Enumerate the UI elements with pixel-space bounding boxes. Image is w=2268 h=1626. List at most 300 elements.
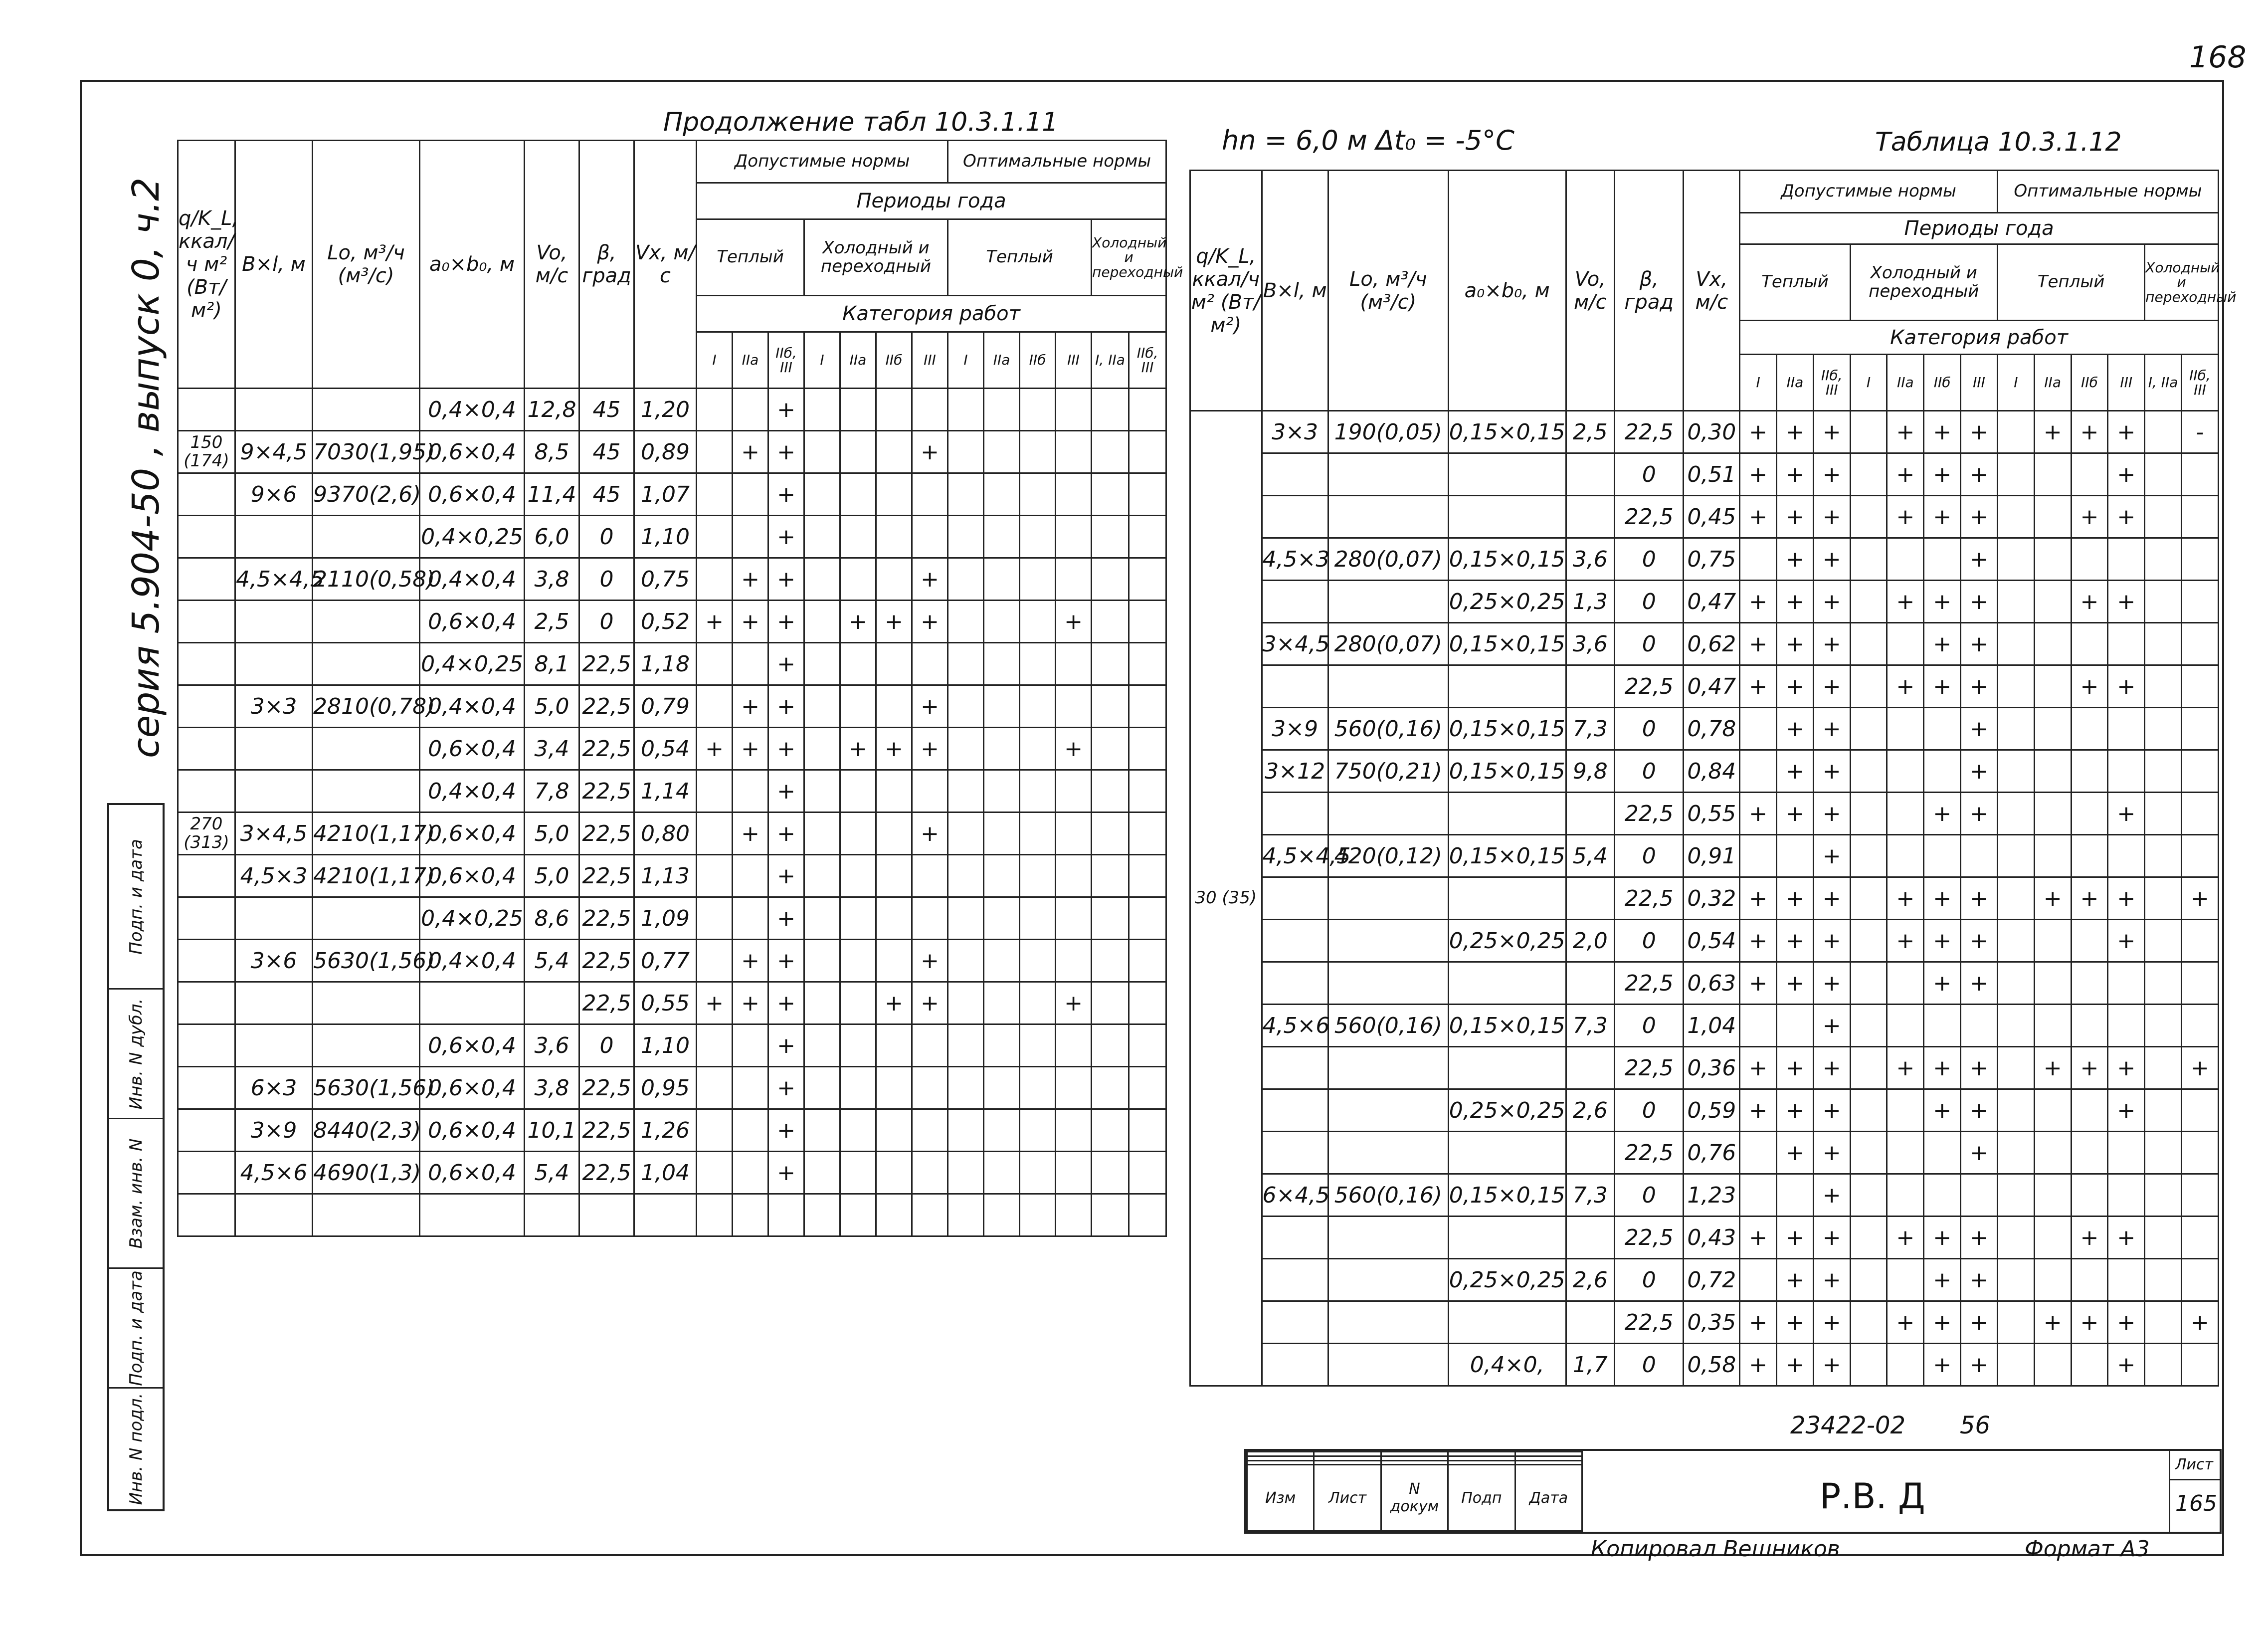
mark-cell (876, 940, 912, 982)
mark-cell: + (1961, 496, 1998, 538)
table-row (178, 897, 1166, 940)
mark-cell (984, 1194, 1020, 1236)
mark-cell (1020, 473, 1056, 516)
mark-cell (1092, 558, 1129, 601)
mark-cell (733, 389, 768, 431)
mark-cell (733, 473, 768, 516)
mark-cell (1020, 516, 1056, 558)
mark-cell: + (876, 728, 912, 770)
cell-lo: 420(0,12) (1328, 835, 1448, 877)
cell-ab (1448, 1301, 1566, 1344)
mark-cell: + (733, 431, 768, 473)
mark-cell (2145, 453, 2182, 496)
header-vo: Vo, м/с (1566, 171, 1614, 411)
mark-cell (876, 685, 912, 728)
cell-vx: 0,30 (1684, 411, 1740, 453)
cell-vo: 7,8 (525, 770, 579, 813)
mark-cell: + (912, 431, 948, 473)
cell-beta: 0 (1615, 623, 1684, 665)
mark-cell (2145, 1301, 2182, 1344)
mark-cell (1850, 1301, 1887, 1344)
header-vx: Vx, м/с (634, 141, 697, 389)
cell-vx: 0,55 (634, 982, 697, 1024)
mark-cell (1129, 728, 1166, 770)
mark-cell (1961, 835, 1998, 877)
header-periods: Периоды года (697, 183, 1166, 219)
mark-cell: + (1961, 920, 1998, 962)
mark-cell: + (768, 389, 804, 431)
stamp-cell: Инв. N подл. (126, 1393, 146, 1505)
mark-cell (804, 897, 840, 940)
table-row (178, 685, 1166, 728)
mark-cell (1850, 793, 1887, 835)
mark-cell (2145, 793, 2182, 835)
cell-ab: 0,25×0,25 (1448, 920, 1566, 962)
mark-cell (1997, 793, 2034, 835)
mark-cell (1092, 431, 1129, 473)
mark-cell (804, 1024, 840, 1067)
mark-cell (1129, 770, 1166, 813)
mark-cell (1056, 516, 1092, 558)
mark-cell (804, 855, 840, 897)
cell-vx: 0,43 (1684, 1217, 1740, 1259)
mark-cell: + (733, 728, 768, 770)
mark-cell (984, 728, 1020, 770)
cell-beta: 0 (1615, 1259, 1684, 1301)
cell-beta: 45 (579, 389, 634, 431)
table-row (178, 728, 1166, 770)
mark-cell (840, 643, 876, 685)
cell-vo: 7,3 (1566, 1174, 1614, 1217)
mark-cell (948, 1024, 984, 1067)
mark-cell: + (1887, 411, 1924, 453)
cell-beta: 0 (1615, 1344, 1684, 1386)
mark-cell (840, 855, 876, 897)
mark-cell (2181, 793, 2218, 835)
mark-cell: + (1813, 1047, 1850, 1089)
mark-cell (804, 1109, 840, 1152)
mark-cell (2145, 877, 2182, 920)
cell-beta: 22,5 (1615, 1301, 1684, 1344)
mark-cell: + (697, 601, 733, 643)
mark-cell: + (912, 940, 948, 982)
cell-vo: 2,6 (1566, 1089, 1614, 1132)
cell-q: 150 (174) (178, 431, 235, 473)
mark-cell: + (1887, 1301, 1924, 1344)
mark-cell (2034, 665, 2071, 708)
mark-cell (1056, 1152, 1092, 1194)
mark-cell (733, 1109, 768, 1152)
cell-bxl (235, 516, 313, 558)
mark-cell: + (768, 558, 804, 601)
table-row (178, 1109, 1166, 1152)
table-row (1190, 793, 2219, 835)
series-label: серия 5.904-50 , выпуск 0, ч.2 (125, 177, 168, 758)
cell-vo (1566, 1047, 1614, 1089)
cell-lo: 190(0,05) (1328, 411, 1448, 453)
mark-cell: + (768, 897, 804, 940)
cell-lo (1328, 665, 1448, 708)
cell-vo: 1,3 (1566, 581, 1614, 623)
mark-cell: + (1777, 623, 1814, 665)
mark-cell (912, 516, 948, 558)
mark-cell: + (1924, 665, 1961, 708)
cell-q (178, 643, 235, 685)
mark-cell (2145, 1047, 2182, 1089)
cell-bxl (1262, 962, 1328, 1005)
mark-cell (1020, 643, 1056, 685)
mark-cell: + (768, 728, 804, 770)
mark-cell (2108, 708, 2145, 750)
cell-lo (313, 1194, 420, 1236)
mark-cell (1092, 813, 1129, 855)
mark-cell (1997, 411, 2034, 453)
mark-cell: + (912, 601, 948, 643)
mark-cell (1924, 708, 1961, 750)
mark-cell (804, 1067, 840, 1109)
mark-cell: + (1777, 1089, 1814, 1132)
cell-vo: 5,4 (525, 940, 579, 982)
mark-cell (840, 897, 876, 940)
cell-beta: 22,5 (579, 643, 634, 685)
mark-cell (2145, 920, 2182, 962)
mark-cell: + (2108, 665, 2145, 708)
cell-ab (1448, 877, 1566, 920)
cell-lo: 4210(1,17) (313, 855, 420, 897)
mark-cell (948, 516, 984, 558)
category-cell: III (1961, 355, 1998, 411)
mark-cell: + (2071, 665, 2108, 708)
table-row (1190, 581, 2219, 623)
cell-lo (313, 389, 420, 431)
mark-cell (984, 1067, 1020, 1109)
doc-page: 56 (1960, 1412, 1991, 1439)
mark-cell (1850, 1217, 1887, 1259)
mark-cell (1850, 708, 1887, 750)
cell-ab: 0,4×0,4 (420, 770, 525, 813)
mark-cell (2071, 920, 2108, 962)
cell-beta: 22,5 (1615, 1132, 1684, 1174)
sheet-label: Лист (2175, 1456, 2214, 1473)
table-row (1190, 1301, 2219, 1344)
mark-cell: + (1740, 1089, 1777, 1132)
cell-vo: 3,4 (525, 728, 579, 770)
cell-bxl (1262, 1217, 1328, 1259)
mark-cell (1777, 835, 1814, 877)
cell-bxl: 3×4,5 (235, 813, 313, 855)
mark-cell: + (1961, 581, 1998, 623)
mark-cell (2034, 835, 2071, 877)
mark-cell: + (912, 982, 948, 1024)
mark-cell (1129, 1024, 1166, 1067)
mark-cell (2034, 1005, 2071, 1047)
cell-ab: 0,6×0,4 (420, 728, 525, 770)
cell-beta: 22,5 (579, 685, 634, 728)
mark-cell: + (2108, 1344, 2145, 1386)
mark-cell: + (733, 558, 768, 601)
mark-cell (876, 1109, 912, 1152)
mark-cell (2181, 1005, 2218, 1047)
cell-vx: 0,84 (1684, 750, 1740, 793)
cell-beta: 0 (579, 558, 634, 601)
mark-cell: + (1740, 920, 1777, 962)
mark-cell: + (768, 685, 804, 728)
mark-cell (1850, 581, 1887, 623)
mark-cell (840, 1024, 876, 1067)
mark-cell: + (1813, 665, 1850, 708)
mark-cell (1887, 750, 1924, 793)
table-row (1190, 1259, 2219, 1301)
mark-cell (2071, 538, 2108, 581)
mark-cell (2181, 1217, 2218, 1259)
category-cell: IIa (840, 332, 876, 389)
mark-cell (840, 1152, 876, 1194)
cell-lo (1328, 1301, 1448, 1344)
mark-cell: + (1924, 877, 1961, 920)
mark-cell: + (2108, 920, 2145, 962)
cell-ab (1448, 453, 1566, 496)
mark-cell: + (1813, 877, 1850, 920)
mark-cell (1020, 940, 1056, 982)
mark-cell (948, 855, 984, 897)
mark-cell: + (912, 728, 948, 770)
mark-cell (948, 601, 984, 643)
mark-cell (1092, 685, 1129, 728)
mark-cell (876, 1067, 912, 1109)
cell-vx: 0,47 (1684, 581, 1740, 623)
mark-cell: + (1740, 665, 1777, 708)
table-row (178, 855, 1166, 897)
mark-cell (876, 1024, 912, 1067)
table-row (178, 1194, 1166, 1236)
mark-cell (948, 813, 984, 855)
cell-vx: 1,04 (634, 1152, 697, 1194)
header-beta: β, град (579, 141, 634, 389)
cell-bxl: 3×4,5 (1262, 623, 1328, 665)
mark-cell (2034, 708, 2071, 750)
title-block (1244, 1449, 2222, 1534)
mark-cell (804, 982, 840, 1024)
table-row (178, 643, 1166, 685)
table-row (178, 601, 1166, 643)
cell-bxl: 3×9 (235, 1109, 313, 1152)
mark-cell (984, 982, 1020, 1024)
mark-cell: + (1777, 1217, 1814, 1259)
cell-vo: 5,4 (1566, 835, 1614, 877)
mark-cell: + (768, 431, 804, 473)
mark-cell: + (840, 601, 876, 643)
mark-cell (1997, 962, 2034, 1005)
mark-cell: - (2181, 411, 2218, 453)
cell-lo (1328, 1259, 1448, 1301)
category-cell: I (1740, 355, 1777, 411)
mark-cell (1850, 496, 1887, 538)
mark-cell: + (1777, 1132, 1814, 1174)
mark-cell (2034, 1174, 2071, 1217)
mark-cell (1129, 1152, 1166, 1194)
cell-bxl (1262, 793, 1328, 835)
category-cell: IIa (984, 332, 1020, 389)
mark-cell (1850, 835, 1887, 877)
col-list: Лист (1314, 1465, 1381, 1531)
mark-cell (2145, 1132, 2182, 1174)
mark-cell: + (1887, 453, 1924, 496)
mark-cell (840, 1109, 876, 1152)
mark-cell (1924, 835, 1961, 877)
mark-cell (1997, 665, 2034, 708)
cell-vx: 0,54 (634, 728, 697, 770)
cell-vx: 0,89 (634, 431, 697, 473)
cell-ab: 0,6×0,4 (420, 1067, 525, 1109)
cell-bxl (235, 1194, 313, 1236)
mark-cell (1740, 1132, 1777, 1174)
table-row (1190, 835, 2219, 877)
mark-cell (2181, 708, 2218, 750)
cell-beta: 0 (1615, 750, 1684, 793)
mark-cell (804, 516, 840, 558)
mark-cell (840, 940, 876, 982)
mark-cell (804, 813, 840, 855)
header-warm-opt: Теплый (1997, 244, 2144, 321)
mark-cell (1997, 538, 2034, 581)
mark-cell (1924, 750, 1961, 793)
col-ndokum: N докум (1381, 1465, 1448, 1531)
cell-beta: 0 (1615, 538, 1684, 581)
cell-vo: 1,7 (1566, 1344, 1614, 1386)
mark-cell: + (1777, 708, 1814, 750)
mark-cell (2034, 962, 2071, 1005)
mark-cell (984, 1152, 1020, 1194)
mark-cell (2181, 496, 2218, 538)
cell-ab: 0,15×0,15 (1448, 623, 1566, 665)
mark-cell (1850, 1005, 1887, 1047)
cell-lo: 280(0,07) (1328, 538, 1448, 581)
cell-lo: 8440(2,3) (313, 1109, 420, 1152)
mark-cell: + (2071, 877, 2108, 920)
mark-cell (2034, 1259, 2071, 1301)
mark-cell: + (768, 516, 804, 558)
mark-cell (804, 1194, 840, 1236)
mark-cell: + (2071, 1047, 2108, 1089)
cell-lo (1328, 1089, 1448, 1132)
mark-cell: + (1924, 1217, 1961, 1259)
sheet-number: 165 (2175, 1491, 2217, 1516)
cell-beta: 22,5 (579, 897, 634, 940)
cell-bxl (1262, 1259, 1328, 1301)
mark-cell (2034, 1089, 2071, 1132)
copied-by: Копировал Вешников (1591, 1536, 1840, 1562)
mark-cell (1056, 1067, 1092, 1109)
cell-lo: 560(0,16) (1328, 708, 1448, 750)
cell-ab: 0,15×0,15 (1448, 538, 1566, 581)
cell-ab: 0,15×0,15 (1448, 708, 1566, 750)
right-table-caption: Таблица 10.3.1.12 (1875, 127, 2122, 157)
mark-cell (697, 558, 733, 601)
cell-bxl (235, 897, 313, 940)
category-cell: I (1850, 355, 1887, 411)
mark-cell (1129, 1067, 1166, 1109)
mark-cell (1740, 1005, 1777, 1047)
left-table (177, 140, 1183, 1237)
mark-cell (2145, 665, 2182, 708)
mark-cell: + (2181, 1301, 2218, 1344)
cell-vx: 0,95 (634, 1067, 697, 1109)
mark-cell: + (1961, 1301, 1998, 1344)
mark-cell (948, 389, 984, 431)
cell-vx: 0,76 (1684, 1132, 1740, 1174)
mark-cell (1850, 1132, 1887, 1174)
cell-lo (313, 643, 420, 685)
mark-cell (2145, 1344, 2182, 1386)
mark-cell (1740, 750, 1777, 793)
mark-cell (2145, 750, 2182, 793)
cell-beta: 22,5 (579, 1152, 634, 1194)
mark-cell (1092, 728, 1129, 770)
mark-cell (840, 431, 876, 473)
table-row (1190, 538, 2219, 581)
mark-cell (804, 1152, 840, 1194)
cell-beta: 22,5 (1615, 793, 1684, 835)
cell-beta: 0 (1615, 835, 1684, 877)
cell-vo: 3,8 (525, 1067, 579, 1109)
mark-cell (984, 813, 1020, 855)
cell-lo: 560(0,16) (1328, 1174, 1448, 1217)
mark-cell (2145, 708, 2182, 750)
cell-vx: 0,32 (1684, 877, 1740, 920)
mark-cell (2071, 750, 2108, 793)
cell-ab: 0,6×0,4 (420, 1152, 525, 1194)
mark-cell (1850, 920, 1887, 962)
mark-cell (1924, 538, 1961, 581)
mark-cell (1129, 558, 1166, 601)
table-row (1190, 962, 2219, 1005)
cell-bxl (235, 728, 313, 770)
mark-cell: + (2108, 1089, 2145, 1132)
cell-bxl: 4,5×3 (235, 855, 313, 897)
mark-cell (984, 940, 1020, 982)
cell-vx: 0,63 (1684, 962, 1740, 1005)
mark-cell (2145, 581, 2182, 623)
category-cell: I (1997, 355, 2034, 411)
mark-cell (948, 1194, 984, 1236)
mark-cell (1129, 897, 1166, 940)
mark-cell (2181, 750, 2218, 793)
mark-cell (1092, 897, 1129, 940)
cell-bxl: 3×12 (1262, 750, 1328, 793)
cell-ab: 0,15×0,15 (1448, 750, 1566, 793)
mark-cell: + (1777, 962, 1814, 1005)
mark-cell (2181, 1174, 2218, 1217)
table-row (178, 1067, 1166, 1109)
mark-cell: + (2071, 1217, 2108, 1259)
mark-cell (2034, 496, 2071, 538)
cell-q (178, 1109, 235, 1152)
mark-cell: + (768, 940, 804, 982)
mark-cell: + (1813, 1344, 1850, 1386)
mark-cell (2071, 1132, 2108, 1174)
col-podp: Подп (1448, 1465, 1515, 1531)
mark-cell (1020, 601, 1056, 643)
mark-cell (697, 1152, 733, 1194)
cell-vx: 0,62 (1684, 623, 1740, 665)
mark-cell (948, 685, 984, 728)
mark-cell (2181, 581, 2218, 623)
mark-cell (984, 431, 1020, 473)
cell-bxl (1262, 1089, 1328, 1132)
cell-vo: 5,4 (525, 1152, 579, 1194)
cell-vo (1566, 962, 1614, 1005)
mark-cell (2145, 496, 2182, 538)
